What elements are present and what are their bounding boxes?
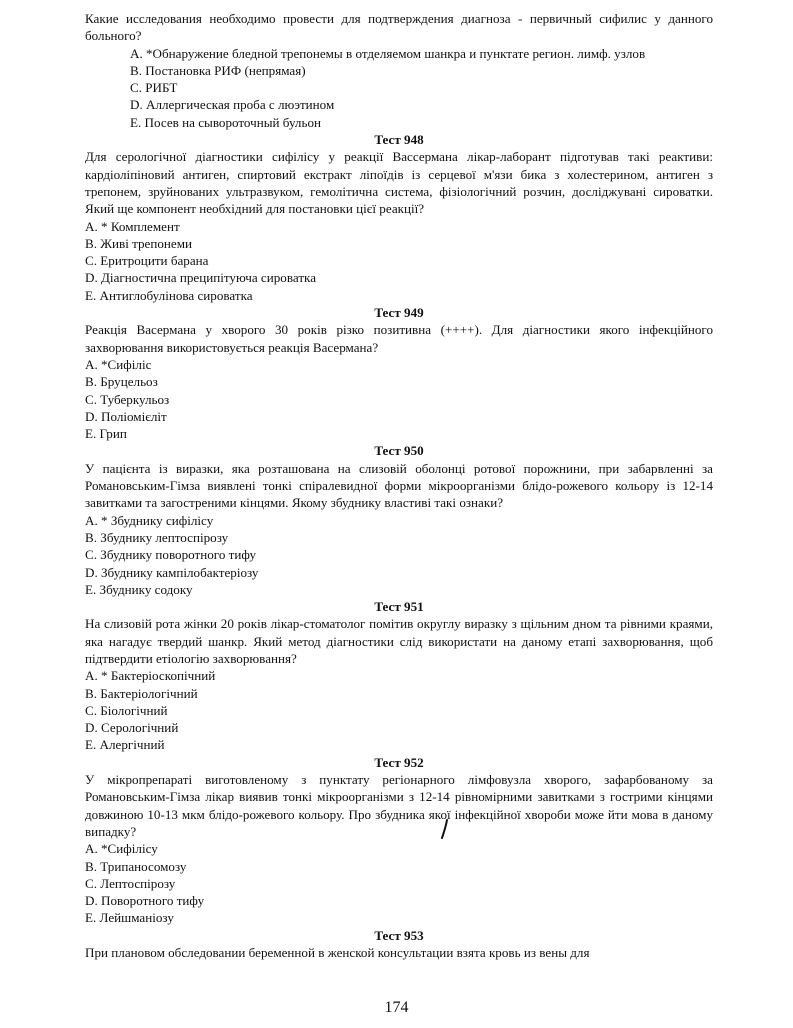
test-block-951 bbox=[85, 598, 713, 754]
answer-option-a: A. * Бактеріоскопічний bbox=[85, 668, 216, 684]
test-heading: Тест 949 bbox=[374, 305, 424, 321]
answer-option-e: E. Збуднику содоку bbox=[85, 581, 193, 597]
answer-option-d: D. Збуднику кампілобактеріозу bbox=[85, 564, 259, 580]
test-block-953 bbox=[85, 927, 713, 962]
question-text: Реакція Васермана у хворого 30 років різко позитивна (++++). Для діагностики якого інфекційного захворювання використовується реакція Васермана? bbox=[85, 322, 713, 355]
answer-option-a: A. *Сифілісу bbox=[85, 841, 158, 857]
test-block-952 bbox=[85, 754, 713, 927]
answer-option-d: D. Діагностична преципітуюча сироватка bbox=[85, 270, 317, 286]
answer-option-b: B. Постановка РИФ (непрямая) bbox=[130, 62, 306, 78]
answer-option-a: A. * Збуднику сифілісу bbox=[85, 512, 214, 528]
answer-option-c: C. Лептоспірозу bbox=[85, 875, 176, 891]
answer-option-c: C. Еритроцити барана bbox=[85, 253, 209, 269]
question-text: При плановом обследовании беременной в женской консультации взята кровь из вены для bbox=[85, 945, 590, 961]
answer-option-d: D. Аллергическая проба с люэтином bbox=[130, 97, 335, 113]
test-block-948 bbox=[85, 131, 713, 304]
intro-block bbox=[85, 10, 713, 131]
answer-option-b: B. Трипаносомозу bbox=[85, 858, 187, 874]
test-heading: Тест 948 bbox=[374, 132, 424, 148]
answer-option-c: C. Біологічний bbox=[85, 702, 168, 718]
answer-option-b: B. Живі трепонеми bbox=[85, 235, 193, 251]
question-text: У пацієнта із виразки, яка розташована на слизовій оболонці ротової порожнини, при забарвленні за Романовським-Гімза виявлені тонкі спіралевидної форми мікроорганізми блідо-рожевого кольору із 12-14 завитками та загостреними кінцями. Якому збуднику властиві такі ознаки? bbox=[85, 460, 713, 511]
answer-option-e: E. Посев на сывороточный бульон bbox=[130, 114, 321, 130]
answer-option-a: A. * Комплемент bbox=[85, 218, 180, 234]
answer-option-d: D. Поліомієліт bbox=[85, 408, 167, 424]
answer-option-a: A. *Сифіліс bbox=[85, 356, 152, 372]
pen-mark bbox=[440, 818, 450, 840]
page-number: 174 bbox=[384, 999, 409, 1016]
answer-option-e: E. Грип bbox=[85, 426, 127, 442]
answer-option-e: E. Лейшманіозу bbox=[85, 910, 174, 926]
answer-option-e: E. Антиглобулінова сироватка bbox=[85, 287, 253, 303]
answer-option-b: B. Збуднику лептоспірозу bbox=[85, 529, 229, 545]
question-text: На слизовій рота жінки 20 років лікар-стоматолог помітив округлу виразку з щільним дном та рівними краями, яка нагадує твердий шанкр. Який метод діагностики слід використати на даному етапі захворювання, щоб підтвердити етіологію захворювання? bbox=[85, 616, 713, 666]
question-text: Какие исследования необходимо провести для подтверждения диагноза - первичный сифилис у данного больного? bbox=[85, 11, 713, 44]
answer-option-d: D. Поворотного тифу bbox=[85, 893, 205, 909]
answer-option-c: C. РИБТ bbox=[130, 80, 178, 96]
question-text: Для серологічної діагностики сифілісу у реакції Вассермана лікар-лаборант підготував такі реактиви: кардіоліпіновий антиген, спиртовий екстракт ліпоїдів із серцевої м'язи бика з холестерином, антиген з трепонем, зруйнованих ультразвуком, гемолітична система, фізіологічний розчин, досліджувані сироватки. Який ще компонент необхідний для постановки цієї реакції? bbox=[85, 149, 713, 217]
test-heading: Тест 952 bbox=[374, 754, 424, 770]
test-heading: Тест 950 bbox=[374, 443, 424, 459]
answer-option-d: D. Серологічний bbox=[85, 720, 179, 736]
test-heading: Тест 951 bbox=[374, 599, 424, 615]
answer-option-b: B. Бруцельоз bbox=[85, 374, 158, 390]
answer-option-c: C. Збуднику поворотного тифу bbox=[85, 547, 257, 563]
answer-option-b: B. Бактеріологічний bbox=[85, 685, 198, 701]
answer-option-e: E. Алергічний bbox=[85, 737, 165, 753]
test-block-949 bbox=[85, 304, 713, 442]
test-heading: Тест 953 bbox=[374, 927, 424, 943]
answer-option-a: A. *Обнаружение бледной трепонемы в отделяемом шанкра и пунктате регион. лимф. узлов bbox=[130, 45, 646, 61]
question-text: У мікропрепараті виготовленому з пунктату регіонарного лімфовузла хворого, зафарбованому за Романовським-Гімза лікар виявив тонкі мікроорганізми з 12-14 рівномірними завитками з гострими кінцями довжиною 10-13 мкм блідо-рожевого кольору. Про збудника якої інфекційної хвороби може йти мова в даному випадку? bbox=[85, 772, 713, 839]
answer-option-c: C. Туберкульоз bbox=[85, 391, 170, 407]
page-content bbox=[85, 10, 713, 961]
test-block-950 bbox=[85, 442, 713, 598]
